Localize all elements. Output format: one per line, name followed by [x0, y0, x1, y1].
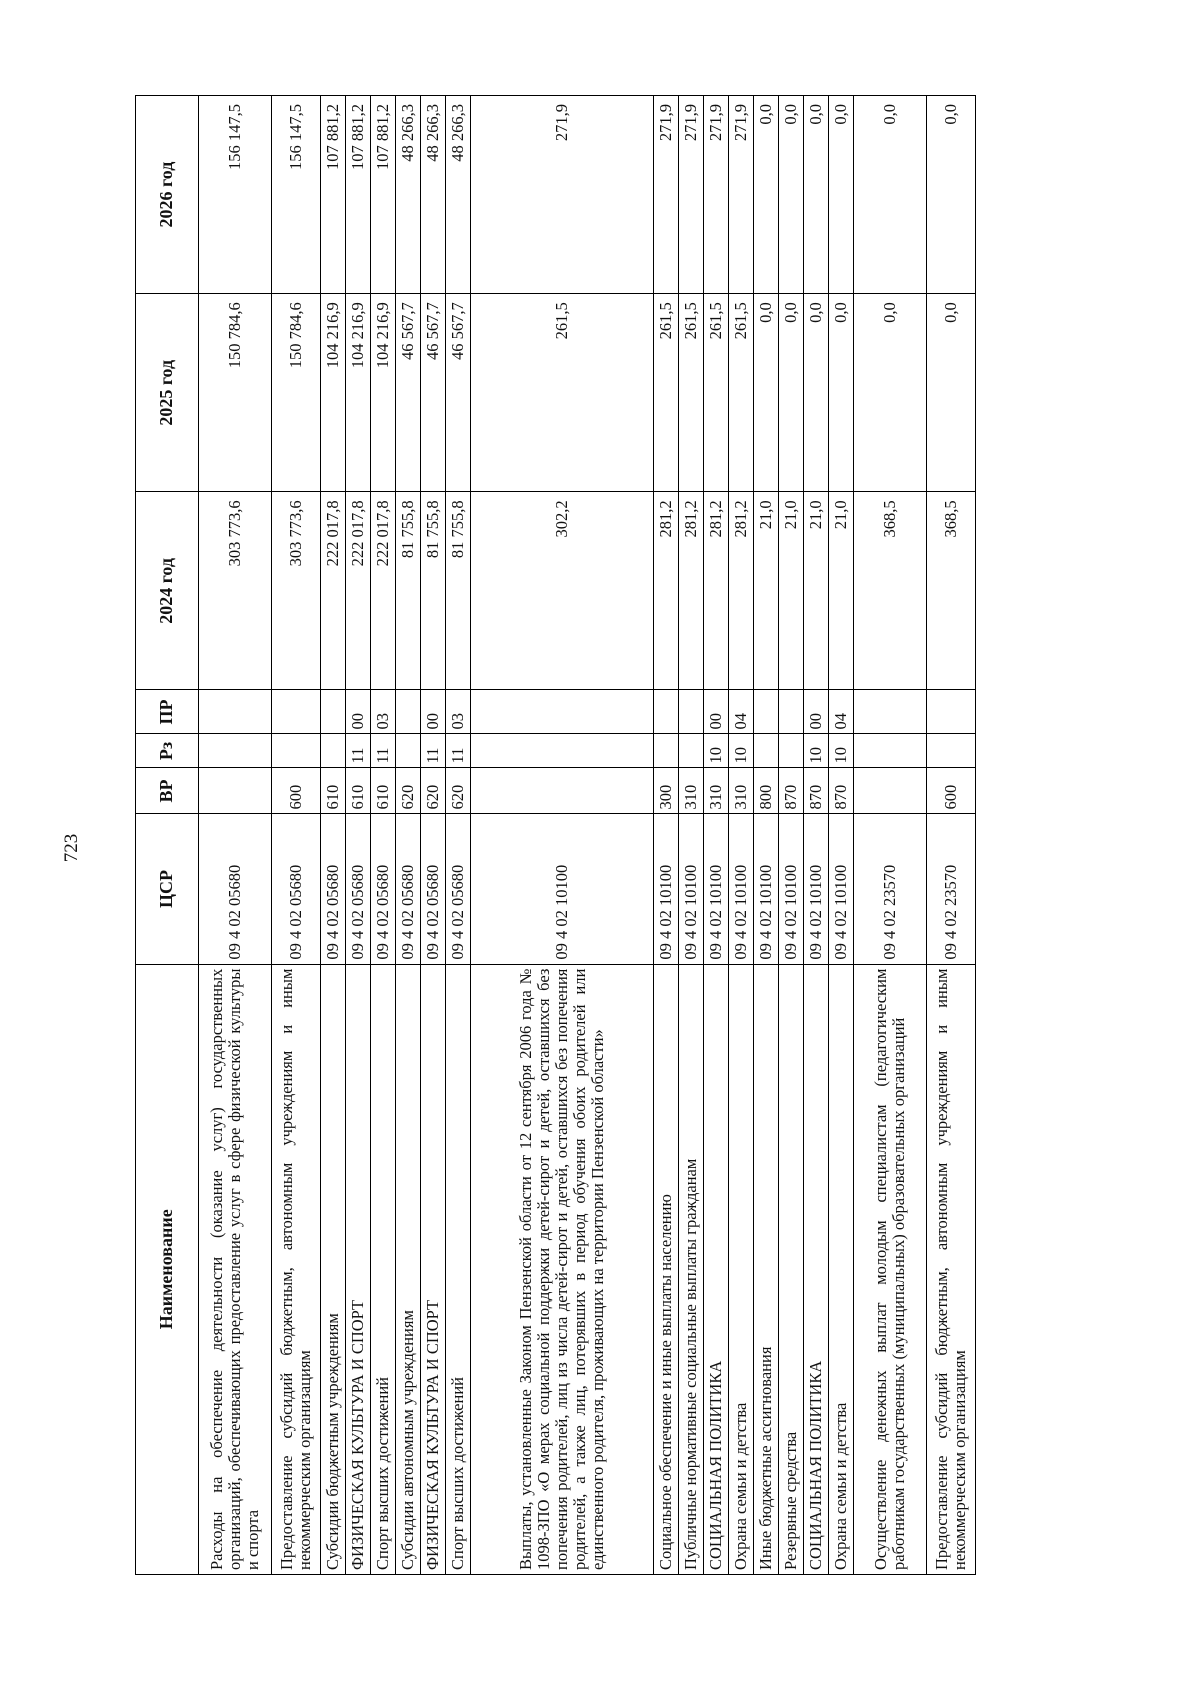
cell-pr — [779, 690, 804, 734]
table-row — [371, 96, 396, 1575]
cell-2026: 0,0 — [804, 96, 829, 294]
cell-name: Предоставление субсидий бюджетным, автономным учреждениям и иным некоммерческим организациям — [272, 964, 321, 1574]
cell-csr: 09 4 02 10100 — [779, 814, 804, 964]
table-row — [754, 96, 779, 1575]
cell-pr — [754, 690, 779, 734]
cell-csr: 09 4 02 23570 — [927, 814, 976, 964]
cell-vr: 600 — [272, 768, 321, 814]
page-number: 723 — [61, 833, 82, 863]
table-row — [421, 96, 446, 1575]
cell-csr: 09 4 02 05680 — [346, 814, 371, 964]
cell-2026: 0,0 — [829, 96, 854, 294]
table-row — [396, 96, 421, 1575]
cell-rz: 11 — [346, 734, 371, 768]
cell-pr: 03 — [446, 690, 471, 734]
cell-pr: 00 — [346, 690, 371, 734]
cell-csr: 09 4 02 05680 — [321, 814, 346, 964]
cell-name: Иные бюджетные ассигнования — [754, 964, 779, 1574]
cell-rz — [654, 734, 679, 768]
cell-vr: 610 — [371, 768, 396, 814]
cell-2024: 281,2 — [654, 492, 679, 690]
cell-csr: 09 4 02 23570 — [854, 814, 927, 964]
cell-2024: 222 017,8 — [321, 492, 346, 690]
table-row — [346, 96, 371, 1575]
cell-rz: 10 — [704, 734, 729, 768]
cell-vr — [854, 768, 927, 814]
header-pr: ПР — [136, 690, 199, 734]
cell-name: Спорт высших достижений — [371, 964, 396, 1574]
cell-2025: 0,0 — [927, 294, 976, 492]
cell-rz — [779, 734, 804, 768]
cell-name: Социальное обеспечение и иные выплаты населению — [654, 964, 679, 1574]
cell-2024: 21,0 — [804, 492, 829, 690]
header-name: Наименование — [136, 964, 199, 1574]
cell-csr: 09 4 02 10100 — [729, 814, 754, 964]
cell-vr: 870 — [829, 768, 854, 814]
cell-2026: 156 147,5 — [272, 96, 321, 294]
cell-2025: 261,5 — [704, 294, 729, 492]
cell-csr: 09 4 02 10100 — [654, 814, 679, 964]
cell-2025: 150 784,6 — [199, 294, 272, 492]
cell-csr: 09 4 02 05680 — [272, 814, 321, 964]
cell-csr: 09 4 02 05680 — [421, 814, 446, 964]
table-row — [199, 96, 272, 1575]
cell-2024: 368,5 — [854, 492, 927, 690]
cell-2025: 261,5 — [729, 294, 754, 492]
cell-vr: 620 — [396, 768, 421, 814]
cell-name: СОЦИАЛЬНАЯ ПОЛИТИКА — [704, 964, 729, 1574]
cell-name: Выплаты, установленные Законом Пензенской области от 12 сентября 2006 года № 1098-ЗПО «О мерах социальной поддержки детей-сирот и детей, оставшихся без попечения родителей, лиц из числа детей-сирот и детей, оставшихся без попечения родителей, а также лиц, потерявших в период обучения обоих родителей или единственного родителя, проживающих на территории Пензенской области» — [471, 964, 654, 1574]
table-row — [804, 96, 829, 1575]
cell-2025: 104 216,9 — [321, 294, 346, 492]
cell-vr — [199, 768, 272, 814]
table-row — [272, 96, 321, 1575]
table-row — [927, 96, 976, 1575]
cell-vr: 310 — [729, 768, 754, 814]
cell-vr — [471, 768, 654, 814]
cell-rz — [321, 734, 346, 768]
cell-2025: 46 567,7 — [446, 294, 471, 492]
cell-2025: 261,5 — [679, 294, 704, 492]
table-row — [446, 96, 471, 1575]
cell-2024: 281,2 — [729, 492, 754, 690]
table-row — [729, 96, 754, 1575]
table-row — [704, 96, 729, 1575]
cell-rz — [679, 734, 704, 768]
cell-rz — [396, 734, 421, 768]
cell-csr: 09 4 02 10100 — [704, 814, 729, 964]
cell-2025: 261,5 — [654, 294, 679, 492]
cell-csr: 09 4 02 10100 — [754, 814, 779, 964]
cell-rz: 11 — [371, 734, 396, 768]
cell-2024: 303 773,6 — [272, 492, 321, 690]
cell-2026: 48 266,3 — [421, 96, 446, 294]
cell-pr — [272, 690, 321, 734]
cell-2026: 107 881,2 — [321, 96, 346, 294]
cell-2026: 48 266,3 — [396, 96, 421, 294]
cell-rz — [927, 734, 976, 768]
table-row — [679, 96, 704, 1575]
cell-csr: 09 4 02 05680 — [396, 814, 421, 964]
cell-pr — [654, 690, 679, 734]
cell-pr — [199, 690, 272, 734]
cell-2025: 46 567,7 — [396, 294, 421, 492]
cell-vr: 800 — [754, 768, 779, 814]
cell-2025: 0,0 — [779, 294, 804, 492]
cell-2026: 0,0 — [854, 96, 927, 294]
cell-pr — [679, 690, 704, 734]
cell-vr: 620 — [421, 768, 446, 814]
cell-2025: 150 784,6 — [272, 294, 321, 492]
cell-pr — [471, 690, 654, 734]
cell-pr — [927, 690, 976, 734]
cell-2026: 107 881,2 — [346, 96, 371, 294]
cell-2024: 302,2 — [471, 492, 654, 690]
cell-2026: 271,9 — [729, 96, 754, 294]
cell-2024: 21,0 — [779, 492, 804, 690]
cell-rz — [199, 734, 272, 768]
table-header-row — [136, 96, 199, 1575]
cell-2026: 0,0 — [779, 96, 804, 294]
cell-2024: 368,5 — [927, 492, 976, 690]
cell-pr: 00 — [704, 690, 729, 734]
cell-name: Резервные средства — [779, 964, 804, 1574]
cell-2024: 222 017,8 — [371, 492, 396, 690]
cell-name: Субсидии автономным учреждениям — [396, 964, 421, 1574]
cell-2025: 104 216,9 — [346, 294, 371, 492]
cell-vr: 600 — [927, 768, 976, 814]
cell-2025: 0,0 — [829, 294, 854, 492]
cell-2026: 48 266,3 — [446, 96, 471, 294]
cell-name: Расходы на обеспечение деятельности (оказание услуг) государственных организаций, обеспечивающих предоставление услуг в сфере физической культуры и спорта — [199, 964, 272, 1574]
header-rz: Рз — [136, 734, 199, 768]
cell-2024: 81 755,8 — [446, 492, 471, 690]
cell-2024: 281,2 — [704, 492, 729, 690]
cell-pr: 00 — [421, 690, 446, 734]
cell-2024: 81 755,8 — [421, 492, 446, 690]
cell-rz: 11 — [421, 734, 446, 768]
budget-table — [135, 95, 976, 1575]
cell-vr: 620 — [446, 768, 471, 814]
cell-pr: 04 — [829, 690, 854, 734]
table-row — [854, 96, 927, 1575]
cell-rz: 10 — [804, 734, 829, 768]
cell-pr: 03 — [371, 690, 396, 734]
cell-pr — [321, 690, 346, 734]
cell-2026: 156 147,5 — [199, 96, 272, 294]
cell-2026: 271,9 — [654, 96, 679, 294]
budget-table-frame — [135, 95, 1200, 1570]
cell-2025: 261,5 — [471, 294, 654, 492]
cell-name: Охрана семьи и детства — [829, 964, 854, 1574]
cell-vr: 310 — [679, 768, 704, 814]
cell-2026: 0,0 — [754, 96, 779, 294]
cell-2026: 0,0 — [927, 96, 976, 294]
cell-name: ФИЗИЧЕСКАЯ КУЛЬТУРА И СПОРТ — [346, 964, 371, 1574]
cell-2025: 0,0 — [804, 294, 829, 492]
cell-2024: 222 017,8 — [346, 492, 371, 690]
table-row — [779, 96, 804, 1575]
table-row — [654, 96, 679, 1575]
cell-2024: 21,0 — [754, 492, 779, 690]
cell-csr: 09 4 02 10100 — [804, 814, 829, 964]
cell-2026: 107 881,2 — [371, 96, 396, 294]
cell-name: Субсидии бюджетным учреждениям — [321, 964, 346, 1574]
header-2025: 2025 год — [136, 294, 199, 492]
cell-2026: 271,9 — [704, 96, 729, 294]
cell-pr — [396, 690, 421, 734]
cell-2024: 21,0 — [829, 492, 854, 690]
header-2024: 2024 год — [136, 492, 199, 690]
cell-2026: 271,9 — [471, 96, 654, 294]
cell-csr: 09 4 02 10100 — [471, 814, 654, 964]
cell-csr: 09 4 02 05680 — [371, 814, 396, 964]
cell-rz — [754, 734, 779, 768]
cell-2025: 0,0 — [854, 294, 927, 492]
header-2026: 2026 год — [136, 96, 199, 294]
cell-2025: 0,0 — [754, 294, 779, 492]
cell-2024: 81 755,8 — [396, 492, 421, 690]
cell-name: ФИЗИЧЕСКАЯ КУЛЬТУРА И СПОРТ — [421, 964, 446, 1574]
cell-name: Охрана семьи и детства — [729, 964, 754, 1574]
cell-vr: 870 — [804, 768, 829, 814]
cell-vr: 610 — [346, 768, 371, 814]
cell-pr — [854, 690, 927, 734]
rotated-table-wrapper — [135, 95, 1055, 1575]
cell-csr: 09 4 02 05680 — [199, 814, 272, 964]
cell-name: Спорт высших достижений — [446, 964, 471, 1574]
cell-name: Предоставление субсидий бюджетным, автономным учреждениям и иным некоммерческим организациям — [927, 964, 976, 1574]
cell-name: СОЦИАЛЬНАЯ ПОЛИТИКА — [804, 964, 829, 1574]
cell-rz — [471, 734, 654, 768]
header-vr: ВР — [136, 768, 199, 814]
cell-rz: 10 — [729, 734, 754, 768]
cell-pr: 04 — [729, 690, 754, 734]
cell-2025: 104 216,9 — [371, 294, 396, 492]
cell-csr: 09 4 02 05680 — [446, 814, 471, 964]
cell-name: Публичные нормативные социальные выплаты гражданам — [679, 964, 704, 1574]
cell-rz: 10 — [829, 734, 854, 768]
table-row — [829, 96, 854, 1575]
cell-2024: 281,2 — [679, 492, 704, 690]
cell-vr: 310 — [704, 768, 729, 814]
cell-rz — [854, 734, 927, 768]
cell-2025: 46 567,7 — [421, 294, 446, 492]
cell-vr: 610 — [321, 768, 346, 814]
cell-2024: 303 773,6 — [199, 492, 272, 690]
cell-rz — [272, 734, 321, 768]
table-row — [321, 96, 346, 1575]
cell-name: Осуществление денежных выплат молодым специалистам (педагогическим работникам государственных (муниципальных) образовательных организаций — [854, 964, 927, 1574]
cell-vr: 870 — [779, 768, 804, 814]
table-row — [471, 96, 654, 1575]
cell-csr: 09 4 02 10100 — [679, 814, 704, 964]
cell-rz: 11 — [446, 734, 471, 768]
cell-2026: 271,9 — [679, 96, 704, 294]
cell-pr: 00 — [804, 690, 829, 734]
header-csr: ЦСР — [136, 814, 199, 964]
cell-csr: 09 4 02 10100 — [829, 814, 854, 964]
cell-vr: 300 — [654, 768, 679, 814]
